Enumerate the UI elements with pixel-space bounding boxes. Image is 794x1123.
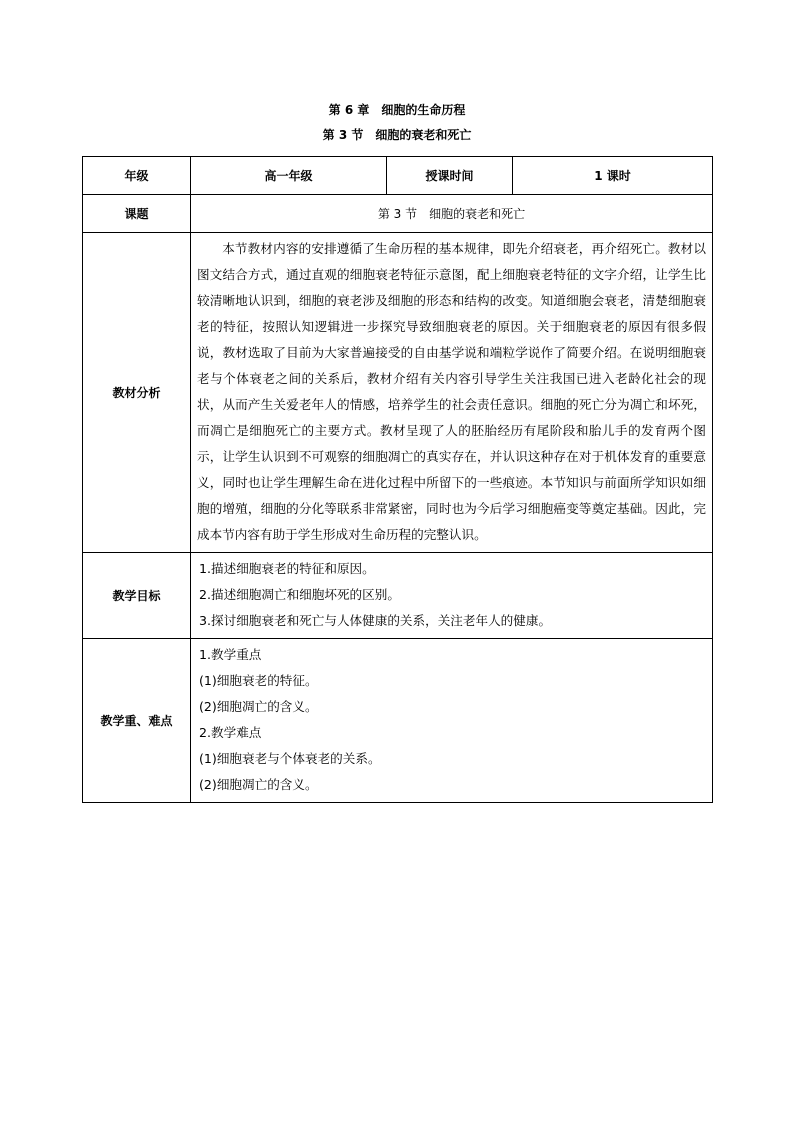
keypoint-item: (2)细胞凋亡的含义。 [199,699,318,714]
lesson-plan-table [82,156,713,803]
keypoints-cell [191,639,713,803]
class-time-value: 1 课时 [513,157,713,195]
analysis-cell [191,233,713,553]
grade-label: 年级 [83,157,191,195]
goal-item: 2.描述细胞凋亡和细胞坏死的区别。 [199,587,400,602]
topic-label: 课题 [83,195,191,233]
goal-item: 1.描述细胞衰老的特征和原因。 [199,561,375,576]
topic-row [83,195,713,233]
keypoints-row [83,639,713,803]
keypoint-item: 1.教学重点 [199,647,262,662]
analysis-label: 教材分析 [83,233,191,553]
chapter-title: 第 6 章 细胞的生命历程 [328,103,466,117]
goals-cell [191,553,713,639]
keypoint-item: 2.教学难点 [199,725,262,740]
goals-label: 教学目标 [83,553,191,639]
goals-row [83,553,713,639]
keypoints-label: 教学重、难点 [83,639,191,803]
keypoint-item: (1)细胞衰老的特征。 [199,673,318,688]
goal-item: 3.探讨细胞衰老和死亡与人体健康的关系，关注老年人的健康。 [199,613,552,628]
topic-value: 第 3 节 细胞的衰老和死亡 [191,195,713,233]
class-time-label: 授课时间 [387,157,513,195]
keypoint-item: (1)细胞衰老与个体衰老的关系。 [199,751,381,766]
analysis-row [83,233,713,553]
analysis-text: 本节教材内容的安排遵循了生命历程的基本规律，即先介绍衰老，再介绍死亡。教材以图文结合方式，通过直观的细胞衰老特征示意图，配上细胞衰老特征的文字介绍，让学生比较清晰地认识到，细胞的衰老涉及细胞的形态和结构的改变。知道细胞会衰老，清楚细胞衰老的特征，按照认知逻辑进一步探究导致细胞衰老的原因。关于细胞衰老的原因有很多假说，教材选取了目前为大家普遍接受的自由基学说和端粒学说作了简要介绍。在说明细胞衰老与个体衰老之间的关系后，教材介绍有关内容引导学生关注我国已进入老龄化社会的现状，从而产生关爱老年人的情感，培养学生的社会责任意识。细胞的死亡分为凋亡和坏死，而凋亡是细胞死亡的主要方式。教材呈现了人的胚胎经历有尾阶段和胎儿手的发育两个图示，让学生认识到不可观察的细胞凋亡的真实存在，并认识这种存在对于机体发育的重要意义，同时也让学生理解生命在进化过程中所留下的一些痕迹。本节知识与前面所学知识如细胞的增殖，细胞的分化等联系非常紧密，同时也为今后学习细胞癌变等奠定基础。因此，完成本节内容有助于学生形成对生命历程的完整认识。 [197,241,706,542]
keypoint-item: (2)细胞凋亡的含义。 [199,777,318,792]
section-title: 第 3 节 细胞的衰老和死亡 [322,128,472,142]
grade-value: 高一年级 [191,157,387,195]
grade-row [83,157,713,195]
